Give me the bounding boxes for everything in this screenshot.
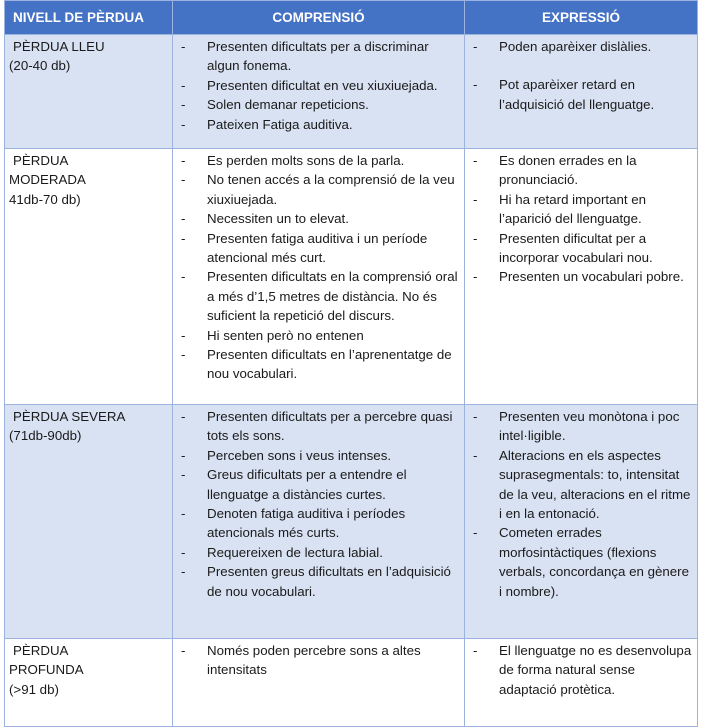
level-label: PÈRDUA LLEU — [13, 39, 105, 54]
hearing-loss-table — [4, 0, 698, 727]
list-item: - Presenten dificultats per a discriminar algun fonema. — [177, 37, 460, 76]
list-item: - Poden aparèixer dislàlies. — [469, 37, 693, 56]
list-item: - Presenten dificultats per a percebre quasi tots els sons. — [177, 407, 460, 446]
level-label: PROFUNDA — [9, 662, 84, 678]
list-item: - Presenten dificultat en veu xiuxiuejada. — [177, 76, 460, 95]
level-range: (71db-90db) — [9, 428, 82, 444]
list-item: - No tenen accés a la comprensió de la veu xiuxiuejada. — [177, 170, 460, 209]
expression-cell — [465, 35, 698, 149]
list-item: - El llenguatge no es desenvolupa de forma natural sense adaptació protètica. — [469, 641, 693, 699]
level-cell — [5, 639, 173, 727]
level-cell — [5, 149, 173, 405]
comprehension-cell — [173, 639, 465, 727]
list-item: - Requereixen de lectura labial. — [177, 543, 460, 562]
table-row-severe — [5, 405, 698, 639]
expression-cell — [465, 639, 698, 727]
list-item: - Hi senten però no entenen — [177, 326, 460, 345]
list-item: - Presenten dificultats en l’aprenentatge de nou vocabulari. — [177, 345, 460, 384]
header-level: NIVELL DE PÈRDUA — [5, 1, 173, 35]
list-item: - Presenten fatiga auditiva i un període atencional més curt. — [177, 229, 460, 268]
level-label: PÈRDUA — [13, 153, 69, 168]
level-range: (>91 db) — [9, 681, 59, 697]
level-label: MODERADA — [9, 172, 86, 188]
list-item: - Presenten un vocabulari pobre. — [469, 267, 693, 286]
list-item: - Necessiten un to elevat. — [177, 209, 460, 228]
level-label: PÈRDUA SEVERA — [13, 409, 126, 424]
level-range: 41db-70 db) — [9, 191, 81, 207]
table-row-mild — [5, 35, 698, 149]
list-item: - Només poden percebre sons a altes intensitats — [177, 641, 460, 680]
level-cell — [5, 35, 173, 149]
expression-cell — [465, 405, 698, 639]
list-item: - Presenten veu monòtona i poc intel·ligible. — [469, 407, 693, 446]
expression-cell — [465, 149, 698, 405]
comprehension-cell — [173, 35, 465, 149]
list-item: - Es perden molts sons de la parla. — [177, 151, 460, 170]
list-item: - Pateixen Fatiga auditiva. — [177, 115, 460, 134]
list-item: - Greus dificultats per a entendre el llenguatge a distàncies curtes. — [177, 465, 460, 504]
list-item: - Es donen errades en la pronunciació. — [469, 151, 693, 190]
list-item: - Perceben sons i veus intenses. — [177, 446, 460, 465]
list-item: - Presenten greus dificultats en l’adquisició de nou vocabulari. — [177, 562, 460, 601]
level-label: PÈRDUA — [13, 643, 69, 658]
list-item: - Presenten dificultats en la comprensió oral a més d’1,5 metres de distància. No és suficient la repetició del discurs. — [177, 267, 460, 325]
list-item: - Presenten dificultat per a incorporar vocabulari nou. — [469, 229, 693, 268]
list-item: - Cometen errades morfosintàctiques (flexions verbals, concordança en gènere i nombre). — [469, 523, 693, 601]
list-item: - Alteracions en els aspectes suprasegmentals: to, intensitat de la veu, alteracions en el ritme i en la entonació. — [469, 446, 693, 524]
list-item: - Solen demanar repeticions. — [177, 95, 460, 114]
level-range: (20-40 db) — [9, 58, 71, 74]
header-row — [5, 1, 698, 35]
table-row-moderate — [5, 149, 698, 405]
list-item: - Denoten fatiga auditiva i períodes atencionals més curts. — [177, 504, 460, 543]
header-expression: EXPRESSIÓ — [465, 1, 698, 35]
list-item: - Hi ha retard important en l’aparició del llenguatge. — [469, 190, 693, 229]
comprehension-cell — [173, 405, 465, 639]
list-item: - Pot aparèixer retard en l’adquisició del llenguatge. — [469, 75, 693, 114]
level-cell — [5, 405, 173, 639]
table-row-profound — [5, 639, 698, 727]
header-comprehension: COMPRENSIÓ — [173, 1, 465, 35]
comprehension-cell — [173, 149, 465, 405]
